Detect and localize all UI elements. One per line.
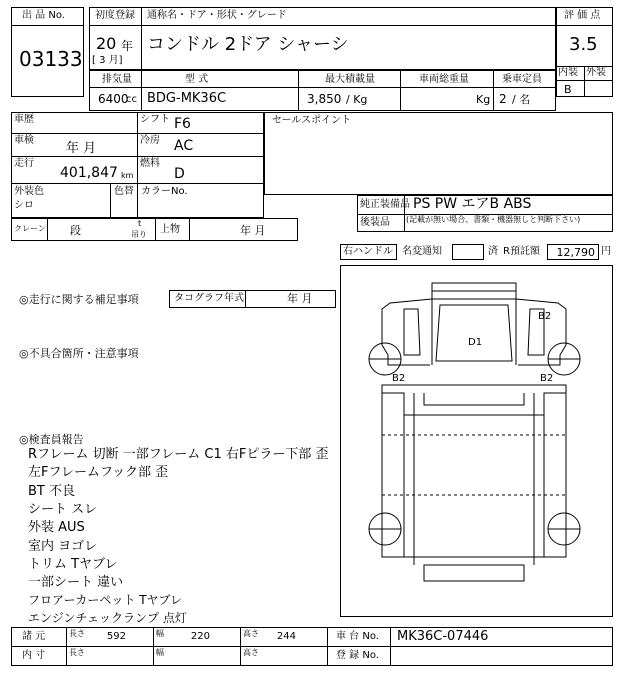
color-no-label: 色替 <box>114 186 134 197</box>
deposit-label: R預託額 <box>503 246 540 257</box>
shift-label: シフト <box>140 114 170 125</box>
model-code-label: 型 式 <box>185 74 209 85</box>
gross-weight-label: 車両総重量 <box>419 74 469 85</box>
exterior-label: 外装 <box>586 67 606 78</box>
damage-code: B2 <box>540 373 554 384</box>
capacity-label: 乗車定員 <box>502 74 542 85</box>
history-label: 車歴 <box>14 114 34 125</box>
yen-unit: 円 <box>601 246 611 257</box>
report-line: 左Fフレームフック部 歪 <box>28 465 169 480</box>
deposit-prefix: 済 <box>488 246 498 257</box>
upper-value: 年 月 <box>240 224 266 237</box>
truck-diagram <box>340 265 613 617</box>
sales-point-label: セールスポイント <box>272 115 352 126</box>
mileage-label: 走行 <box>14 158 34 169</box>
inner-width-label: 幅 <box>156 648 164 657</box>
interior-label: 内装 <box>558 67 578 78</box>
displacement-unit: cc <box>126 94 137 105</box>
grade-label: 評 価 点 <box>564 10 601 21</box>
defects-label: ◎不具合箇所・注意事項 <box>19 347 139 360</box>
model-label: 通称名・ドア・形状・グレード <box>147 10 287 21</box>
report-line: フロアーカーペット Tヤブレ <box>28 593 183 607</box>
report-line: トリム Tヤブレ <box>28 557 118 572</box>
cab-roof <box>436 305 512 361</box>
length-label: 長さ <box>69 629 85 638</box>
mileage-unit: km <box>121 171 134 180</box>
damage-code: B2 <box>538 311 552 322</box>
damage-code: B2 <box>392 373 406 384</box>
left-door-panel <box>404 309 420 355</box>
tacho-label: タコグラフ年式 <box>174 293 244 304</box>
deposit: 12,790 <box>556 246 595 259</box>
ac-label: 冷房 <box>140 135 160 146</box>
body-color-label: 外装色 <box>14 186 44 197</box>
chassis-outline <box>382 385 566 557</box>
dims-label: 諸 元 <box>22 631 46 642</box>
ac: AC <box>174 138 194 154</box>
report-line: Rフレーム 切断 一部フレーム C1 右Fピラー下部 歪 <box>28 447 329 462</box>
body-color: シロ <box>14 200 34 211</box>
fuel: D <box>174 166 185 182</box>
first-reg-month: [ 3 月] <box>92 55 123 66</box>
mileage: 401,847 <box>60 165 118 181</box>
grade: 3.5 <box>569 34 598 55</box>
fuel-label: 燃料 <box>140 158 160 169</box>
displacement: 6400 <box>98 92 129 106</box>
inspector-report-label: ◎検査員報告 <box>19 433 84 446</box>
report-line: エンジンチェックランプ 点灯 <box>28 611 187 625</box>
gross-weight-unit: Kg <box>476 93 491 106</box>
inspection-label: 車検 <box>14 135 34 146</box>
chassis-number: MK36C-07446 <box>397 629 489 644</box>
rhd: 右ハンドル <box>343 246 393 257</box>
report-line: 外装 AUS <box>28 520 85 535</box>
max-load-unit: / Kg <box>346 93 368 106</box>
report-line: 室内 ヨゴレ <box>28 539 98 554</box>
upper-label: 上物 <box>160 224 180 235</box>
aftermarket-note: (記載が無い場合、書類・機器無しと判断下さい) <box>406 215 581 224</box>
first-reg-label: 初度登録 <box>95 10 135 21</box>
capacity: 2 <box>499 92 507 106</box>
report-line: BT 不良 <box>28 484 75 499</box>
width-label: 幅 <box>156 629 164 638</box>
crane-ton: t <box>138 219 142 228</box>
chassis-label: 車 台 No. <box>336 631 379 642</box>
max-load: 3,850 <box>307 92 342 106</box>
width: 220 <box>190 631 210 642</box>
equipment-label: 純正装備品 <box>360 199 410 210</box>
inner-height-label: 高さ <box>243 648 259 657</box>
report-line: シート スレ <box>28 502 98 517</box>
rear-bumper <box>424 565 524 581</box>
displacement-label: 排気量 <box>102 74 132 85</box>
height-label: 高さ <box>243 629 259 638</box>
interior-grade: B <box>564 83 572 96</box>
aftermarket-label: 後装品 <box>360 217 390 228</box>
inner-dims-label: 内 寸 <box>22 650 46 661</box>
color-code-label: カラーNo. <box>141 186 188 197</box>
crane-label: クレーン <box>14 224 46 233</box>
lot-no-label: 出 品 No. <box>22 10 65 21</box>
model-name: コンドル 2ドア シャーシ <box>147 34 349 55</box>
height: 244 <box>276 631 296 642</box>
report-line: 一部シート 違い <box>28 575 124 590</box>
first-reg-year: 20 <box>96 34 117 53</box>
driving-notes-label: ◎走行に関する補足事項 <box>19 293 139 306</box>
inspection-value: 年 月 <box>66 141 97 156</box>
equipment: PS PW エアB ABS <box>413 196 532 212</box>
crane-lift: 吊り <box>131 230 147 239</box>
lot-no: 03133 <box>19 47 83 71</box>
damage-code: D1 <box>468 337 483 348</box>
name-change-label: 名変通知 <box>402 246 442 257</box>
tacho-value: 年 月 <box>287 292 313 305</box>
capacity-unit: / 名 <box>512 93 531 106</box>
model-code: BDG-MK36C <box>147 91 227 106</box>
length: 592 <box>106 631 126 642</box>
reg-no-label: 登 録 No. <box>336 650 379 661</box>
name-change-checkbox <box>452 244 484 260</box>
crane-stage: 段 <box>70 224 81 237</box>
shift: F6 <box>174 116 191 132</box>
max-load-label: 最大積載量 <box>325 74 375 85</box>
inner-length-label: 長さ <box>69 648 85 657</box>
year-unit: 年 <box>121 39 134 53</box>
